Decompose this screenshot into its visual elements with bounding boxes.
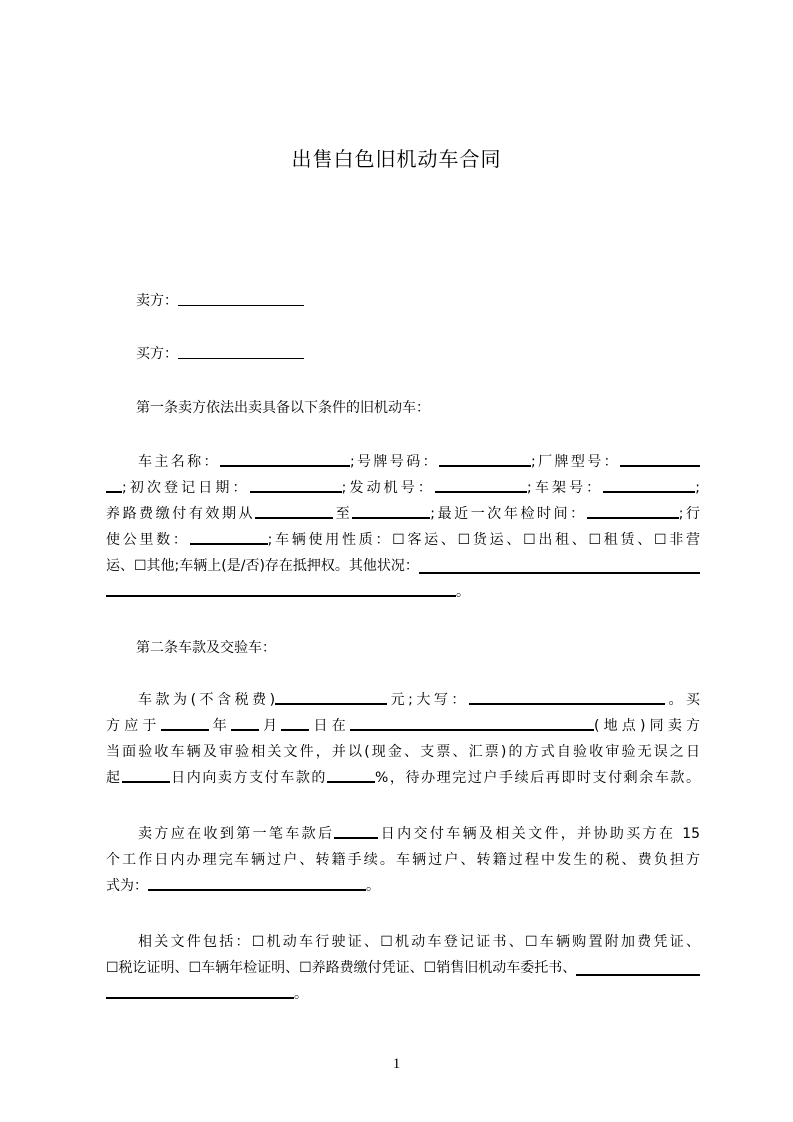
- article2-heading: 第二条车款及交验车：: [136, 640, 276, 656]
- road-fee-to-blank[interactable]: [352, 504, 430, 519]
- usage-type-options[interactable]: ;车辆使用性质：☐客运、☐货运、☐出租、☐租赁、☐非营: [267, 532, 700, 548]
- payment-days-blank[interactable]: [122, 768, 170, 783]
- other-status-label: 运、☐其他;车辆上(是/否)存在抵押权。其他状况：: [106, 558, 419, 574]
- line-3-end-text: ;行: [678, 506, 701, 522]
- page-number: 1: [392, 1056, 401, 1072]
- owner-name-label: 车主名称：: [138, 454, 220, 470]
- model-blank-continued[interactable]: [106, 478, 122, 493]
- delivery-text-1: 卖方应在收到第一笔车款后: [138, 826, 335, 842]
- payment-remainder-text: %，待办理完过户手续后再即时支付剩余车款。: [375, 770, 701, 786]
- documents-end-period: 。: [294, 986, 308, 1002]
- payment-days-text: 日内向卖方支付车款的: [169, 770, 328, 786]
- article1-heading: 第一条卖方依法出卖具备以下条件的旧机动车：: [136, 400, 430, 416]
- article1-line-2: [106, 475, 700, 501]
- buyer-label: 买方：: [136, 346, 178, 362]
- road-fee-to-label: 至: [333, 506, 353, 522]
- other-status-blank-continued[interactable]: [106, 582, 456, 597]
- price-line-3: 当面验收车辆及审验相关文件，并以(现金、支票、汇票)的方式自验收审验无误之日: [106, 744, 700, 760]
- frame-number-label: ;车架号：: [527, 480, 604, 496]
- tax-burden-blank[interactable]: [148, 876, 366, 891]
- year-blank[interactable]: [161, 716, 209, 731]
- buyer-line: [136, 343, 304, 365]
- price-words-label: 元;大写：: [387, 692, 469, 708]
- buyer-should-text: 方应于: [106, 718, 161, 734]
- delivery-line-3: [106, 873, 700, 899]
- location-label: (地点)同卖方: [593, 718, 701, 734]
- mileage-label: 使公里数：: [106, 532, 190, 548]
- other-documents-blank[interactable]: [576, 961, 700, 976]
- other-documents-blank-continued[interactable]: [106, 984, 294, 999]
- article1-line-5: [106, 553, 700, 579]
- plate-number-blank[interactable]: [439, 452, 531, 467]
- day-blank[interactable]: [281, 716, 309, 731]
- from-text: 起: [106, 770, 122, 786]
- delivery-line-2: 个工作日内办理完车辆过户、转籍手续。车辆过户、转籍过程中发生的税、费负担方: [106, 852, 700, 868]
- tax-burden-label: 式为：: [106, 878, 148, 894]
- line-2-end-mark: ;: [695, 480, 701, 496]
- price-words-blank[interactable]: [469, 690, 665, 705]
- article1-line-3: [106, 501, 700, 527]
- other-status-blank[interactable]: [419, 559, 700, 574]
- documents-paragraph: [106, 929, 700, 1007]
- documents-line-3: [106, 981, 700, 1007]
- documents-checklist[interactable]: ☐税讫证明、☐车辆年检证明、☐养路费缴付凭证、☐销售旧机动车委托书、: [106, 960, 577, 976]
- delivery-end-period: 。: [366, 878, 380, 894]
- last-inspection-blank[interactable]: [587, 504, 679, 519]
- first-registration-blank[interactable]: [250, 478, 342, 493]
- price-line-1: [106, 687, 700, 713]
- document-title: 出售白色旧机动车合同: [291, 147, 502, 171]
- seller-line: [136, 290, 304, 312]
- day-label: 日在: [309, 718, 350, 734]
- payment-percent-blank[interactable]: [327, 768, 375, 783]
- price-paragraph: [106, 687, 700, 791]
- road-fee-from-blank[interactable]: [255, 504, 333, 519]
- documents-line-2: [106, 955, 700, 981]
- month-label: 月: [258, 718, 282, 734]
- seller-blank[interactable]: [178, 291, 304, 306]
- delivery-paragraph: [106, 821, 700, 899]
- buyer-blank[interactable]: [178, 344, 304, 359]
- price-line-1-end: 。买: [664, 692, 701, 708]
- last-inspection-label: ;最近一次年检时间：: [430, 506, 587, 522]
- price-line-2: [106, 713, 700, 739]
- road-fee-label: 养路费缴付有效期从: [106, 506, 256, 522]
- frame-number-blank[interactable]: [603, 478, 695, 493]
- documents-line-1[interactable]: 相关文件包括：☐机动车行驶证、☐机动车登记证书、☐车辆购置附加费凭证、: [138, 934, 700, 950]
- plate-number-label: ;号牌号码：: [349, 454, 439, 470]
- month-blank[interactable]: [231, 716, 259, 731]
- location-blank[interactable]: [350, 716, 594, 731]
- article1-body: [106, 449, 700, 605]
- delivery-days-blank[interactable]: [334, 824, 378, 839]
- model-blank[interactable]: [620, 452, 700, 467]
- engine-number-blank[interactable]: [435, 478, 527, 493]
- article1-line-4: [106, 527, 700, 553]
- year-label: 年: [208, 718, 231, 734]
- price-line-4: [106, 765, 700, 791]
- model-label: ;厂牌型号：: [530, 454, 621, 470]
- article1-line-6: [106, 579, 700, 605]
- price-label: 车款为(不含税费): [138, 692, 276, 708]
- mileage-blank[interactable]: [190, 530, 268, 545]
- article1-end-period: 。: [456, 584, 470, 600]
- first-registration-label: ;初次登记日期：: [122, 480, 250, 496]
- delivery-text-2: 日内交付车辆及相关文件，并协助买方在 15: [378, 826, 701, 842]
- article1-line-1: [106, 449, 700, 475]
- engine-number-label: ;发动机号：: [341, 480, 436, 496]
- delivery-line-1: [106, 821, 700, 847]
- seller-label: 卖方：: [136, 293, 178, 309]
- price-amount-blank[interactable]: [275, 690, 387, 705]
- owner-name-blank[interactable]: [220, 452, 350, 467]
